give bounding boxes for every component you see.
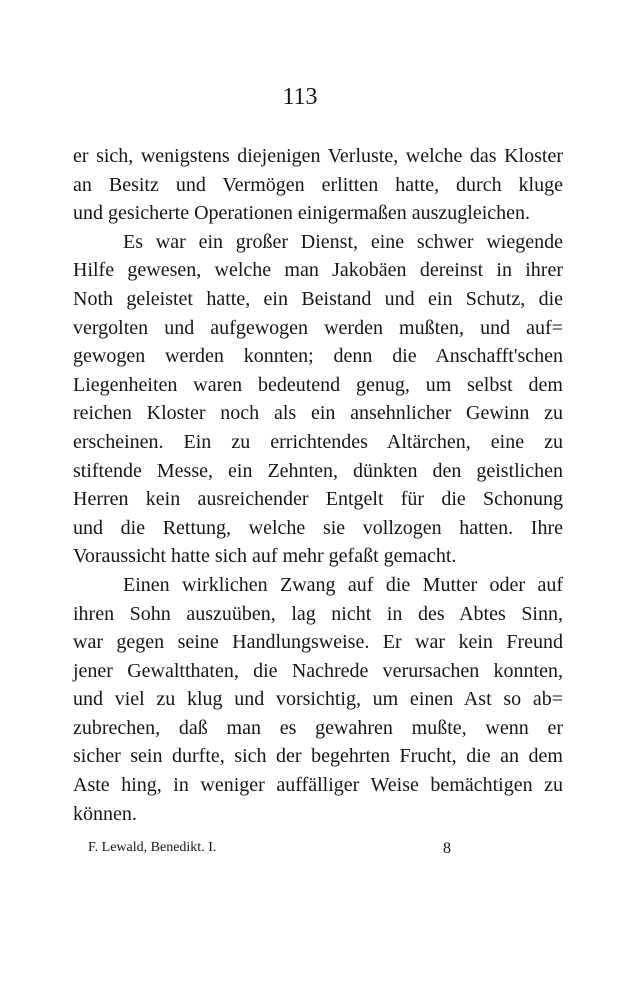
text-line: Es war ein großer Dienst, eine schwer wiegende [123,230,563,253]
text-line: Liegenheiten waren bedeutend genug, um selbst dem [73,373,563,396]
text-line: jener Gewaltthaten, die Nachrede verursachen konnten, [73,659,563,682]
text-line: und die Rettung, welche sie vollzogen hatten. Ihre [73,516,563,539]
sheet-number: 8 [443,840,451,857]
text-line: Herren kein ausreichender Entgelt für die Schonung [73,488,563,511]
text-line: an Besitz und Vermögen erlitten hatte, durch kluge [73,173,563,196]
page-number: 113 [282,84,318,110]
text-line: sicher sein durfte, sich der begehrten Frucht, die an dem [73,745,563,768]
text-line: vergolten und aufgewogen werden mußten, und auf= [73,316,563,339]
text-line: Hilfe gewesen, welche man Jakobäen dereinst in ihrer [73,259,563,282]
text-line: Aste hing, in weniger auffälliger Weise bemächtigen zu [73,774,563,797]
body-text [73,142,563,828]
text-line: Noth geleistet hatte, ein Beistand und ein Schutz, die [73,287,563,310]
text-line: und gesicherte Operationen einigermaßen auszugleichen. [73,202,531,225]
text-line: und viel zu klug und vorsichtig, um einen Ast so ab= [73,688,563,711]
text-line: erscheinen. Ein zu errichtendes Altärchen, eine zu [73,430,563,453]
text-line: Voraussicht hatte sich auf mehr gefaßt gemacht. [73,545,457,568]
printer-signature: F. Lewald, Benedikt. I. [88,840,217,855]
text-line: reichen Kloster noch als ein ansehnlicher Gewinn zu [73,402,563,425]
text-line: stiftende Messe, ein Zehnten, dünkten den geistlichen [73,459,563,482]
text-line: können. [73,802,137,825]
text-line: zubrechen, daß man es gewahren mußte, wenn er [73,716,563,739]
text-line: gewogen werden konnten; denn die Anschafft'schen [73,345,563,368]
text-line: ihren Sohn auszuüben, lag nicht in des Abtes Sinn, [73,602,563,625]
text-line: war gegen seine Handlungsweise. Er war kein Freund [73,631,563,654]
text-line: Einen wirklichen Zwang auf die Mutter oder auf [123,573,563,596]
text-line: er sich, wenigstens diejenigen Verluste, welche das Kloster [73,145,563,167]
